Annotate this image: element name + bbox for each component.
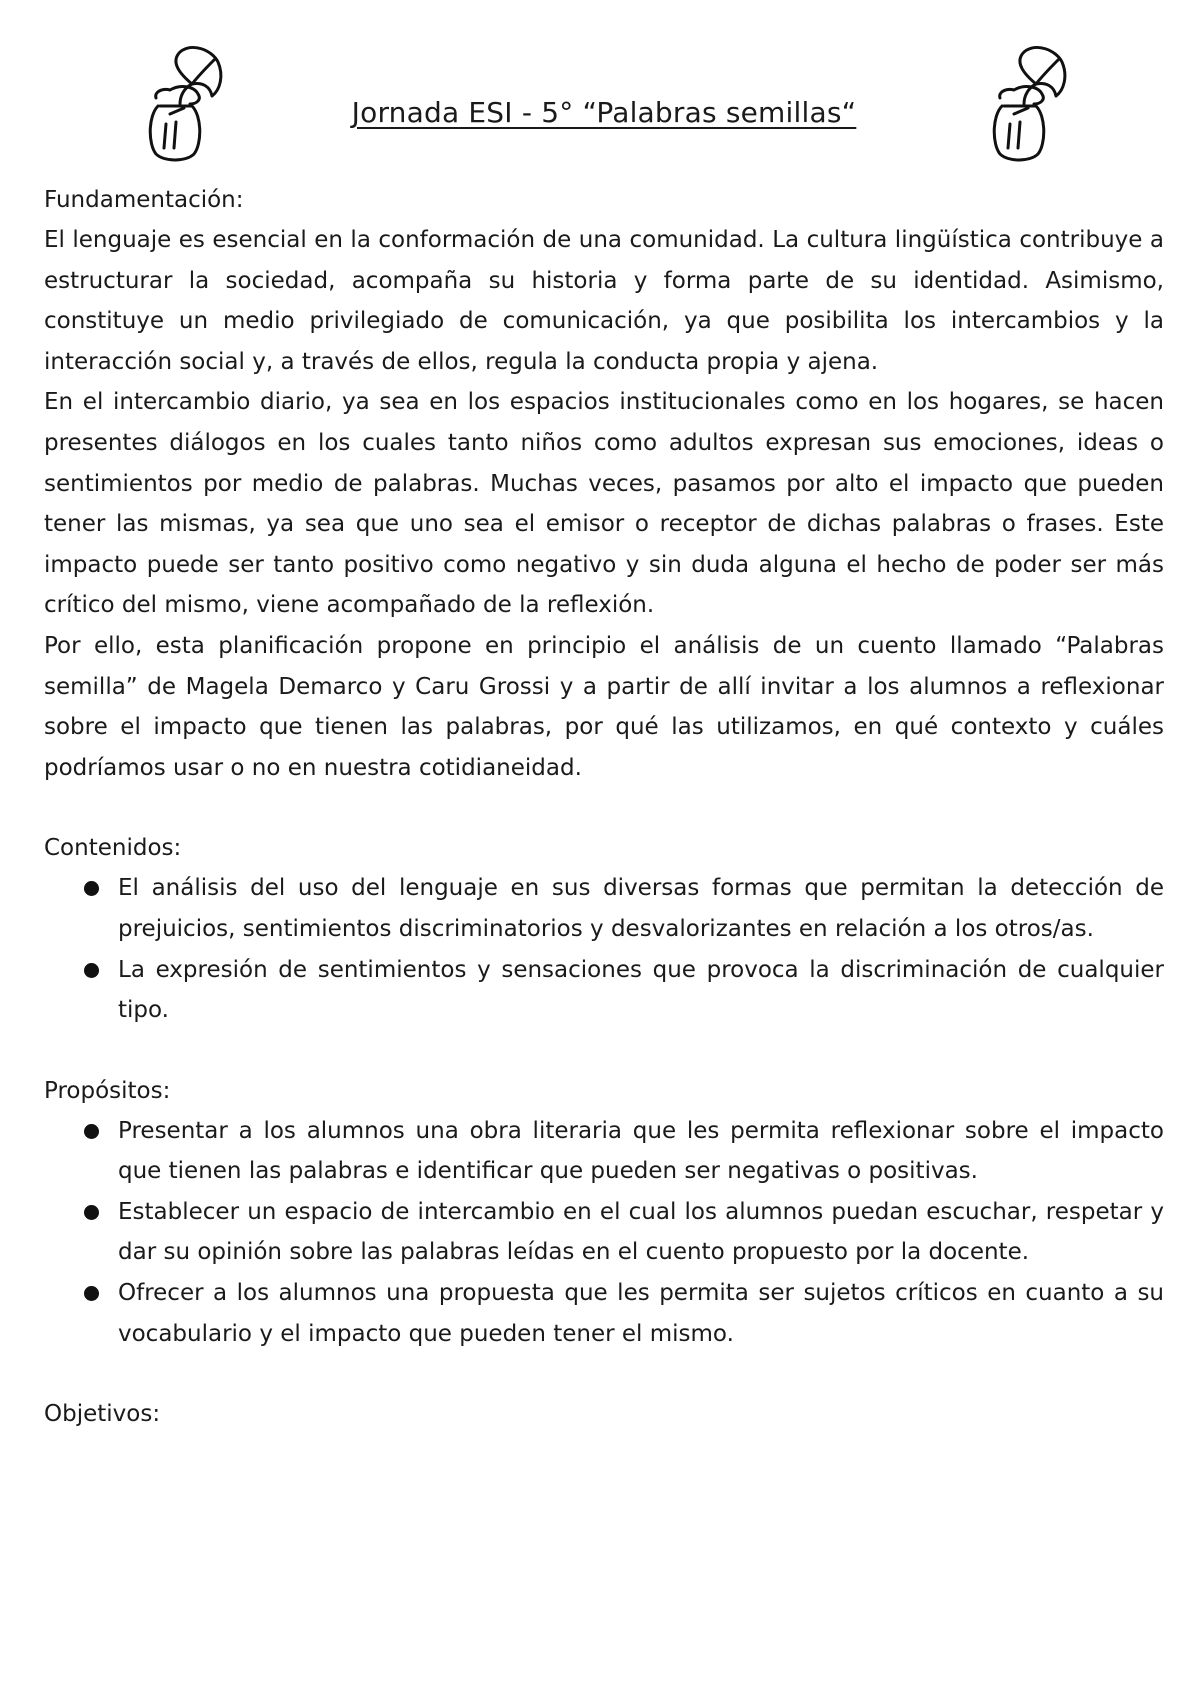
list-item bbox=[44, 868, 1164, 949]
paragraph: En el intercambio diario, ya sea en los espacios institucionales como en los hogares, se hacen presentes diálogos en los cuales tanto niños como adultos expresan sus emociones, ideas o sentimientos por medio de palabras. Muchas veces, pasamos por alto el impacto que pueden tener las mismas, ya sea que uno sea el emisor o receptor de dichas palabras o frases. Este impacto puede ser tanto positivo como negativo y sin duda alguna el hecho de poder ser más crítico del mismo, viene acompañado de la reflexión. bbox=[44, 389, 1164, 619]
bullet-icon bbox=[84, 963, 99, 978]
bullet-icon bbox=[84, 1205, 99, 1220]
sprouting-jar-icon bbox=[984, 44, 1084, 164]
paragraph: Por ello, esta planificación propone en principio el análisis de un cuento llamado “Palabras semilla” de Magela Demarco y Caru Grossi y a partir de allí invitar a los alumnos a reflexionar sobre el impacto que tienen las palabras, por qué las utilizamos, en qué contexto y cuáles podríamos usar o no en nuestra cotidianeidad. bbox=[44, 632, 1164, 781]
section-heading-fundamentacion: Fundamentación: bbox=[44, 187, 244, 213]
contenidos-list bbox=[44, 868, 1164, 1030]
list-item-text: Presentar a los alumnos una obra literaria que les permita reflexionar sobre el impacto que tienen las palabras e identificar que pueden ser negativas o positivas. bbox=[118, 1117, 1164, 1185]
list-item bbox=[44, 950, 1164, 1031]
section-heading-propositos: Propósitos: bbox=[44, 1077, 171, 1104]
objetivos-section bbox=[44, 1394, 1164, 1434]
list-item-text: Ofrecer a los alumnos una propuesta que les permita ser sujetos críticos en cuanto a su vocabulario y el impacto que pueden tener el mismo. bbox=[118, 1280, 1164, 1347]
propositos-section bbox=[44, 1071, 1164, 1355]
list-item bbox=[44, 1192, 1164, 1273]
page-title: Jornada ESI - 5° “Palabras semillas“ bbox=[351, 96, 857, 129]
bullet-icon bbox=[84, 881, 99, 896]
paragraph: El lenguaje es esencial en la conformación de una comunidad. La cultura lingüística contribuye a estructurar la sociedad, acompaña su historia y forma parte de su identidad. Asimismo, constituye un medio privilegiado de comunicación, ya que posibilita los intercambios y la interacción social y, a través de ellos, regula la conducta propia y ajena. bbox=[44, 227, 1164, 375]
contenidos-section bbox=[44, 828, 1164, 1030]
list-item-text: Establecer un espacio de intercambio en el cual los alumnos puedan escuchar, respetar y dar su opinión sobre las palabras leídas en el cuento propuesto por la docente. bbox=[118, 1198, 1164, 1266]
list-item bbox=[44, 1273, 1164, 1354]
fundamentacion-section bbox=[44, 180, 1164, 788]
bullet-icon bbox=[84, 1124, 99, 1139]
document-header bbox=[44, 0, 1164, 180]
bullet-icon bbox=[84, 1286, 99, 1301]
document-page bbox=[44, 0, 1164, 1434]
list-item-text: La expresión de sentimientos y sensaciones que provoca la discriminación de cualquier tipo. bbox=[118, 956, 1164, 1024]
propositos-list bbox=[44, 1111, 1164, 1355]
section-heading-contenidos: Contenidos: bbox=[44, 835, 182, 862]
section-heading-objetivos: Objetivos: bbox=[44, 1401, 161, 1428]
list-item bbox=[44, 1111, 1164, 1192]
list-item-text: El análisis del uso del lenguaje en sus diversas formas que permitan la detección de prejuicios, sentimientos discriminatorios y desvalorizantes en relación a los otros/as. bbox=[118, 875, 1164, 942]
